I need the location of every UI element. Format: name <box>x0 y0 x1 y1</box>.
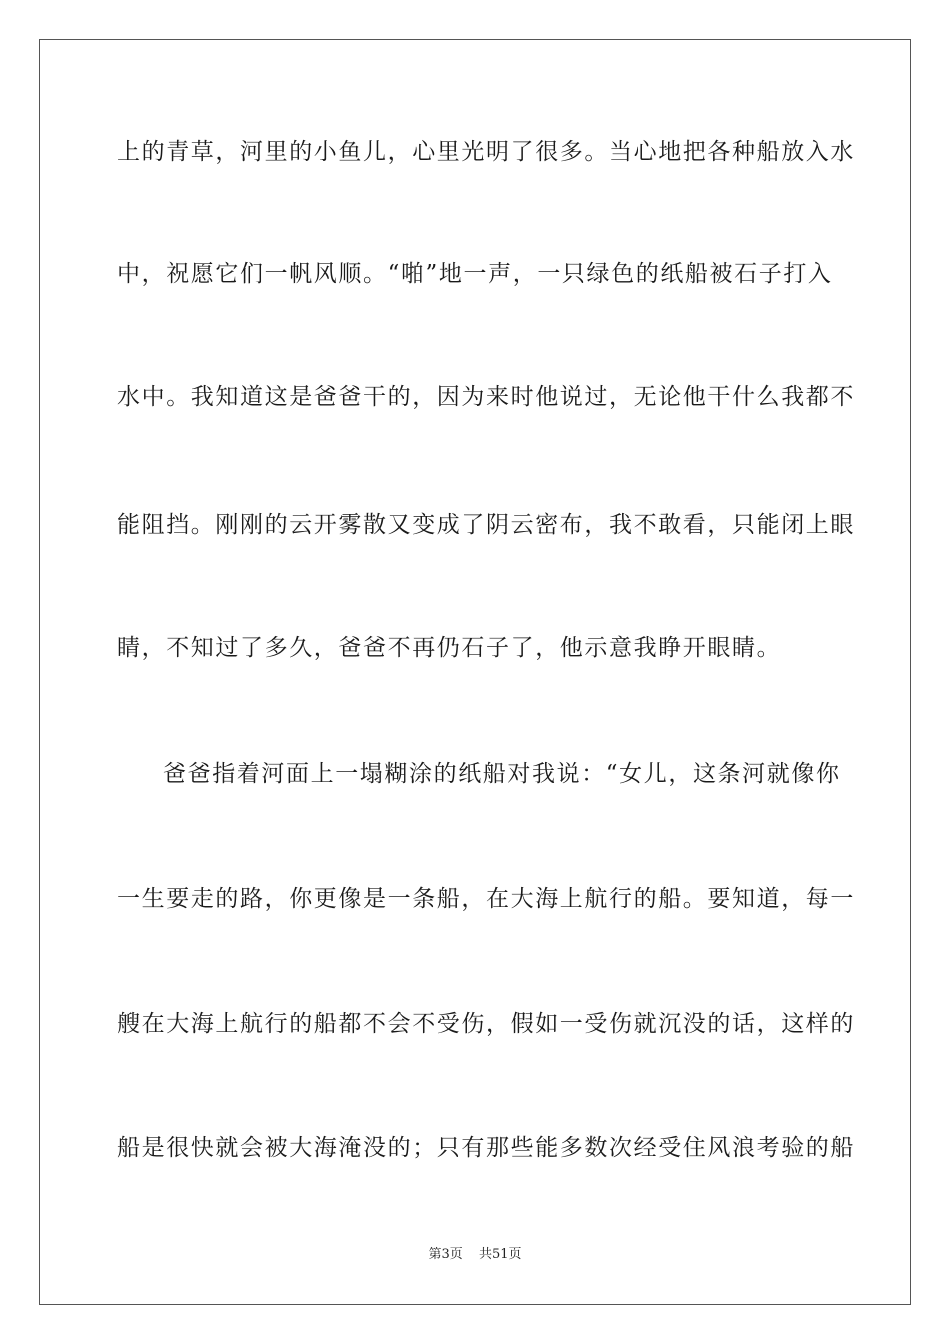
text-line: 一生要走的路，你更像是一条船，在大海上航行的船。要知道，每一 <box>117 886 855 912</box>
text-line: 船是很快就会被大海淹没的；只有那些能多数次经受住风浪考验的船 <box>117 1135 855 1161</box>
text-line: 能阻挡。刚刚的云开雾散又变成了阴云密布，我不敢看，只能闭上眼 <box>117 512 855 538</box>
page-number: 第3页 <box>428 1247 463 1262</box>
page-footer <box>0 1246 950 1264</box>
text-line: 上的青草，河里的小鱼儿，心里光明了很多。当心地把各种船放入水 <box>117 139 855 165</box>
text-line: 水中。我知道这是爸爸干的，因为来时他说过，无论他干什么我都不 <box>117 384 855 410</box>
page-border <box>39 39 911 1305</box>
text-line: 睛，不知过了多久，爸爸不再仍石子了，他示意我睁开眼睛。 <box>117 635 782 661</box>
page-total: 共51页 <box>478 1247 522 1262</box>
text-line: 艘在大海上航行的船都不会不受伤，假如一受伤就沉没的话，这样的 <box>117 1011 855 1037</box>
text-line: 中，祝愿它们一帆风顺。“啪”地一声，一只绿色的纸船被石子打入 <box>117 261 833 287</box>
paragraph-first-line: 爸爸指着河面上一塌糊涂的纸船对我说：“女儿，这条河就像你 <box>163 761 841 787</box>
